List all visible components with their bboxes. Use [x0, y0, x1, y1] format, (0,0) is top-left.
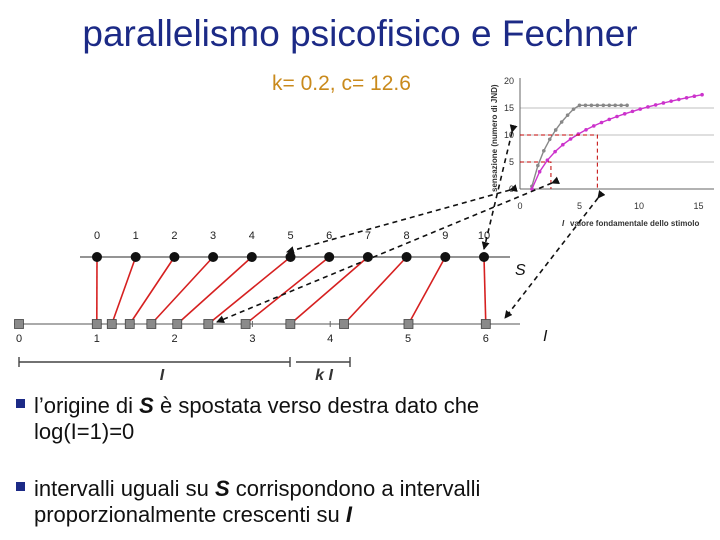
page-title: parallelismo psicofisico e Fechner — [82, 13, 638, 54]
i-tick-label: 3 — [249, 333, 256, 345]
s-node — [169, 252, 179, 262]
mapping-link — [246, 257, 330, 324]
bullet-marker — [16, 482, 25, 491]
inset-point-pink — [538, 170, 542, 174]
inset-y-tick-label: 5 — [508, 157, 514, 167]
inset-y-tick-label: 0 — [508, 184, 514, 194]
i-node — [404, 320, 413, 329]
i-node — [147, 320, 156, 329]
inset-point-pink — [700, 93, 704, 97]
inset-chart — [490, 76, 714, 228]
i-origin-node — [15, 320, 24, 329]
inset-point-pink — [631, 110, 635, 114]
s-node — [208, 252, 218, 262]
mapping-link — [151, 257, 213, 324]
inset-point-gray — [613, 104, 617, 108]
mapping-link — [344, 257, 407, 324]
s-tick-label: 10 — [477, 230, 491, 242]
inset-point-pink — [561, 143, 565, 147]
inset-point-pink — [646, 105, 650, 109]
mapping-link — [290, 257, 368, 324]
s-node — [92, 252, 102, 262]
axes — [14, 230, 548, 384]
inset-point-gray — [625, 104, 629, 108]
mapping-link — [408, 257, 445, 324]
s-node — [324, 252, 334, 262]
inset-point-pink — [584, 128, 588, 132]
s-tick-label: 8 — [403, 230, 410, 242]
inset-point-pink — [615, 115, 619, 119]
s-tick-label: 0 — [93, 230, 101, 242]
inset-x-title: valore fondamentale dello stimolo — [570, 219, 700, 228]
mapping-link — [208, 257, 290, 324]
inset-y-title: sensazione (numero di JND) — [490, 84, 499, 192]
inset-point-pink — [592, 124, 596, 128]
inset-point-pink — [638, 107, 642, 111]
s-tick-label: 3 — [210, 230, 217, 242]
bullet-text-part: corrispondono a intervalli — [229, 476, 481, 501]
s-tick-label: 1 — [132, 230, 139, 242]
i-node — [481, 320, 490, 329]
i-node — [107, 320, 116, 329]
inset-point-gray — [542, 149, 546, 153]
inset-point-pink — [662, 101, 666, 105]
inset-x-tick-label: 15 — [693, 201, 704, 211]
inset-point-gray — [607, 104, 611, 108]
inset-point-gray — [566, 113, 570, 117]
mapping-link — [130, 257, 175, 324]
s-node — [247, 252, 257, 262]
inset-point-pink — [607, 118, 611, 122]
i-node — [204, 320, 213, 329]
inset-x-symbol: I — [562, 219, 565, 228]
s-tick-label: 6 — [326, 230, 333, 242]
inset-x-tick-label: 5 — [576, 201, 583, 211]
inset-point-gray — [572, 107, 576, 111]
i-tick-label: 0 — [15, 333, 23, 345]
inset-point-pink — [553, 150, 557, 154]
s-node — [286, 252, 296, 262]
brace-label-i: I — [159, 367, 165, 384]
bullet-text-part: intervalli uguali su — [34, 476, 215, 501]
i-node — [286, 320, 295, 329]
bullet-symbol: S — [214, 476, 230, 501]
bullet-equal-intervals — [16, 476, 480, 528]
inset-x-tick-label: 0 — [517, 201, 523, 211]
inset-point-gray — [596, 104, 600, 108]
correspondence-arrow — [287, 190, 510, 252]
i-tick-label: 1 — [93, 333, 100, 345]
correspondence-arrow — [217, 183, 552, 322]
inset-series-pink-line — [532, 95, 702, 189]
brace-label-ki: k I — [315, 367, 333, 384]
i-tick-label: 4 — [327, 333, 334, 345]
inset-point-pink — [654, 103, 658, 107]
bullet-text — [16, 476, 480, 528]
inset-point-gray — [578, 104, 582, 108]
s-tick-label: 5 — [287, 230, 294, 242]
inset-point-gray — [590, 104, 594, 108]
i-node — [173, 320, 182, 329]
inset-point-gray — [536, 164, 540, 168]
parameters-label: k= 0.2, c= 12.6 — [272, 72, 411, 95]
inset-y-tick-label: 15 — [503, 103, 514, 113]
mapping-link — [484, 257, 486, 324]
i-axis-label: I — [543, 328, 548, 345]
bullet-text-part: l’origine di — [34, 393, 140, 418]
s-tick-label: 2 — [171, 230, 178, 242]
inset-point-gray — [554, 128, 558, 132]
inset-point-pink — [685, 96, 689, 100]
bullet-origin-shift — [16, 393, 479, 445]
inset-point-pink — [569, 137, 573, 141]
inset-point-gray — [560, 120, 564, 124]
s-node — [402, 252, 412, 262]
inset-point-gray — [602, 104, 606, 108]
mapping-link — [177, 257, 252, 324]
inset-point-gray — [619, 104, 623, 108]
bullet-symbol: S — [139, 393, 154, 418]
s-node — [131, 252, 141, 262]
correspondence-arrows — [217, 132, 598, 322]
inset-point-gray — [548, 137, 552, 141]
inset-point-pink — [546, 158, 550, 162]
correspondence-arrow — [505, 198, 598, 318]
i-node — [241, 320, 250, 329]
i-node — [340, 320, 349, 329]
inset-point-pink — [669, 99, 673, 103]
inset-y-tick-label: 20 — [503, 76, 514, 86]
inset-point-gray — [584, 104, 588, 108]
inset-point-pink — [600, 121, 604, 125]
s-tick-label: 9 — [442, 230, 449, 242]
i-tick-label: 6 — [482, 333, 489, 345]
i-node — [125, 320, 134, 329]
bullet-text-part: log(I=1)=0 — [34, 418, 135, 444]
bullet-text-part: è spostata verso destra dato che — [153, 393, 480, 418]
s-axis-label: S — [515, 262, 526, 279]
i-node — [92, 320, 101, 329]
i-tick-label: 5 — [404, 333, 412, 345]
mapping-link — [112, 257, 136, 324]
bullet-text — [16, 393, 479, 445]
bullet-text-part: proporzionalmente crescenti su — [34, 501, 346, 527]
s-tick-label: 4 — [248, 230, 255, 242]
s-tick-label: 7 — [364, 230, 371, 242]
bullet-marker — [16, 399, 25, 408]
s-node — [440, 252, 450, 262]
inset-point-pink — [693, 94, 697, 98]
bullet-symbol: I — [345, 501, 352, 527]
i-tick-label: 2 — [171, 333, 178, 345]
inset-y-tick-label: 10 — [503, 130, 514, 140]
inset-point-pink — [623, 112, 627, 116]
inset-point-pink — [677, 98, 681, 102]
inset-x-tick-label: 10 — [633, 201, 645, 211]
s-node — [479, 252, 489, 262]
